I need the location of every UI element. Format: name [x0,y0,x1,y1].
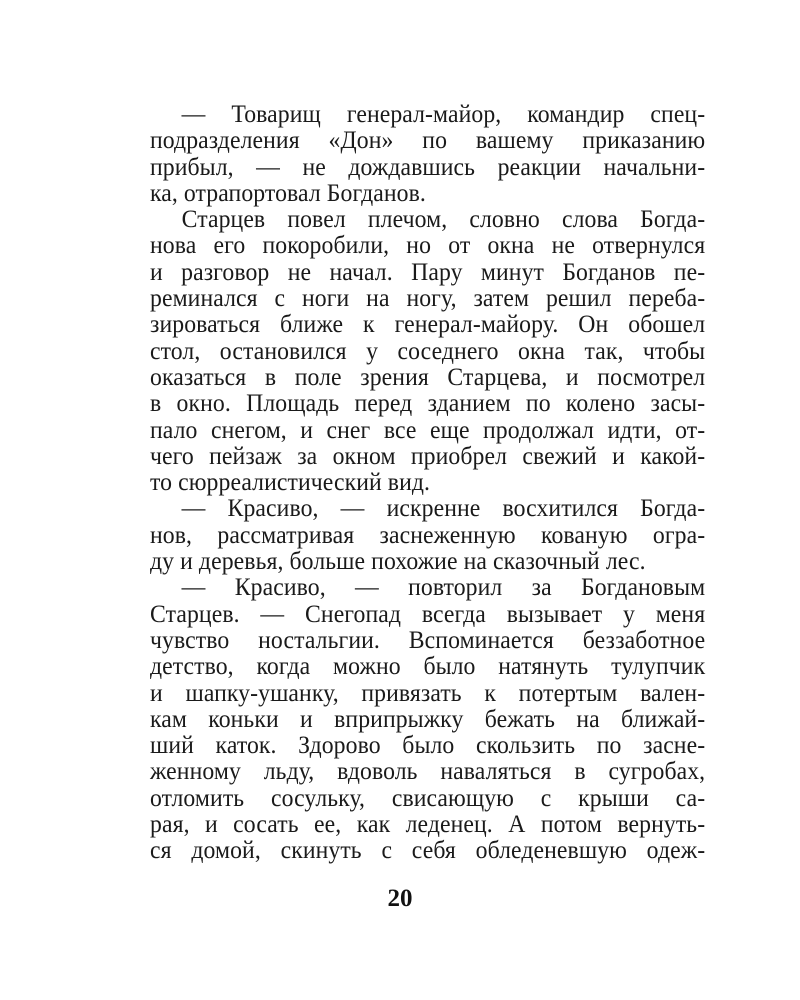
text-line: нов, рассматривая заснеженную кованую огра- [150,519,706,549]
text-line: чего пейзаж за окном приобрел свежий и какой- [150,440,706,470]
text-line: детство, когда можно было натянуть тулупчик [150,651,706,681]
text-line: ся домой, скинуть с себя обледеневшую одеж- [150,835,706,865]
text-line: ка, отрапортовал Богданов. [150,177,426,207]
text-line: Старцев повел плечом, словно слова Богда- [181,204,706,234]
text-line: то сюрреалистический вид. [150,467,431,497]
page-body-text [150,101,705,864]
text-line: в окно. Площадь перед зданием по колено засы- [150,388,706,418]
text-line: женному льду, вдоволь наваляться в сугробах, [150,756,706,786]
text-line: реминался с ноги на ногу, затем решил переба- [150,283,706,313]
text-line: — Красиво, — повторил за Богдановым [181,572,706,602]
text-line: — Товарищ генерал-майор, командир спец- [181,99,706,128]
text-line: пало снегом, и снег все еще продолжал идти, от- [150,414,706,444]
text-line: чувство ностальгии. Вспоминается беззаботное [150,624,706,654]
text-line: и шапку-ушанку, привязать к потертым вален- [150,677,706,707]
text-line: ду и деревья, больше похожие на сказочный лес. [150,546,646,576]
text-line: отломить сосульку, свисающую с крыши са- [150,782,706,812]
text-line: подразделения «Дон» по вашему приказанию [150,125,706,155]
text-line: Старцев. — Снегопад всегда вызывает у меня [150,598,706,628]
text-line: нова его покоробили, но от окна не отвернулся [150,230,706,260]
text-line: прибыл, — не дождавшись реакции начальни- [150,151,706,181]
text-line: рая, и сосать ее, как леденец. А потом вернуть- [150,809,706,839]
text-line: кам коньки и вприпрыжку бежать на ближай- [150,703,706,733]
text-line: стол, остановился у соседнего окна так, чтобы [150,335,706,365]
text-line: — Красиво, — искренне восхитился Богда- [181,493,706,523]
text-line: оказаться в поле зрения Старцева, и посмотрел [150,361,706,391]
text-line: ший каток. Здорово было скользить по засне- [150,730,706,760]
text-line: и разговор не начал. Пару минут Богданов пе- [150,256,706,286]
text-line: зироваться ближе к генерал-майору. Он обошел [150,309,706,339]
page-number: 20 [387,885,413,912]
